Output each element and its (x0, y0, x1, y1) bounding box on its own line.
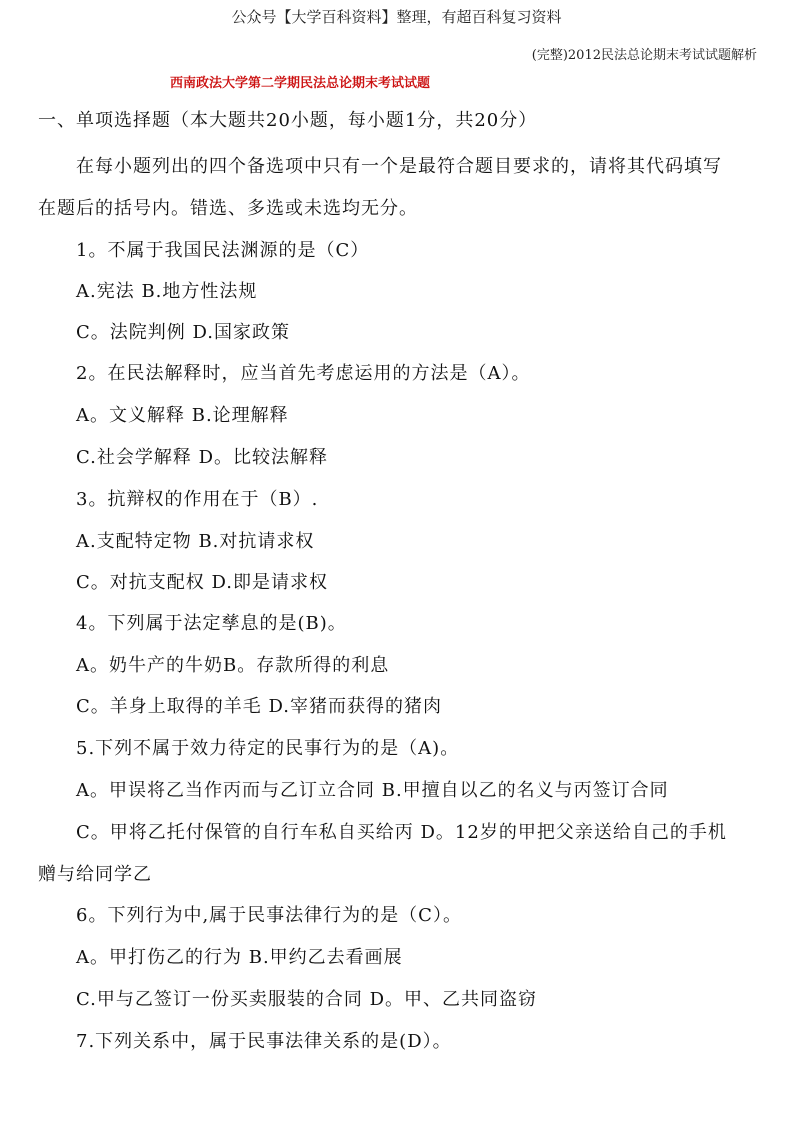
question-1-stem: 1。不属于我国民法渊源的是（C） (76, 240, 370, 261)
question-5-options-ab: A。甲误将乙当作丙而与乙订立合同 B.甲擅自以乙的名义与丙签订合同 (76, 780, 669, 801)
question-1-options-cd: C。法院判例 D.国家政策 (76, 322, 291, 343)
question-4-options-cd: C。羊身上取得的羊毛 D.宰猪而获得的猪肉 (76, 696, 443, 717)
section-heading: 一、单项选择题（本大题共20小题，每小题1分，共20分） (38, 110, 538, 131)
question-5-stem: 5.下列不属于效力待定的民事行为的是（A)。 (76, 738, 460, 759)
exam-title: 西南政法大学第二学期民法总论期末考试试题 (170, 76, 431, 91)
question-3-stem: 3。抗辩权的作用在于（B）. (76, 489, 319, 510)
question-6-options-cd: C.甲与乙签订一份买卖服装的合同 D。甲、乙共同盗窃 (76, 989, 538, 1010)
question-2-options-ab: A。文义解释 B.论理解释 (76, 405, 289, 426)
question-4-options-ab: A。奶牛产的牛奶B。存款所得的利息 (76, 655, 390, 676)
question-3-options-cd: C。对抗支配权 D.即是请求权 (76, 572, 329, 593)
question-5-options-cd: C。甲将乙托付保管的自行车私自买给丙 D。12岁的甲把父亲送给自己的手机 (76, 822, 727, 843)
document-name: (完整)2012民法总论期末考试试题解析 (531, 48, 757, 63)
question-2-stem: 2。在民法解释时，应当首先考虑运用的方法是（A）。 (76, 363, 531, 384)
question-6-stem: 6。下列行为中,属于民事法律行为的是（C）。 (76, 905, 462, 926)
question-6-options-ab: A。甲打伤乙的行为 B.甲约乙去看画展 (76, 947, 403, 968)
question-3-options-ab: A.支配特定物 B.对抗请求权 (76, 531, 315, 552)
question-4-stem: 4。下列属于法定孳息的是(B)。 (76, 613, 347, 634)
question-5-options-cd-continued: 赠与给同学乙 (38, 864, 152, 885)
instruction-line-1: 在每小题列出的四个备选项中只有一个是最符合题目要求的，请将其代码填写 (76, 156, 722, 177)
question-1-options-ab: A.宪法 B.地方性法规 (76, 281, 258, 302)
question-2-options-cd: C.社会学解释 D。比较法解释 (76, 447, 329, 468)
header-notice: 公众号【大学百科资料】整理，有超百科复习资料 (231, 8, 562, 26)
question-7-stem: 7.下列关系中，属于民事法律关系的是(D）。 (76, 1031, 452, 1052)
instruction-line-2: 在题后的括号内。错选、多选或未选均无分。 (38, 198, 418, 219)
